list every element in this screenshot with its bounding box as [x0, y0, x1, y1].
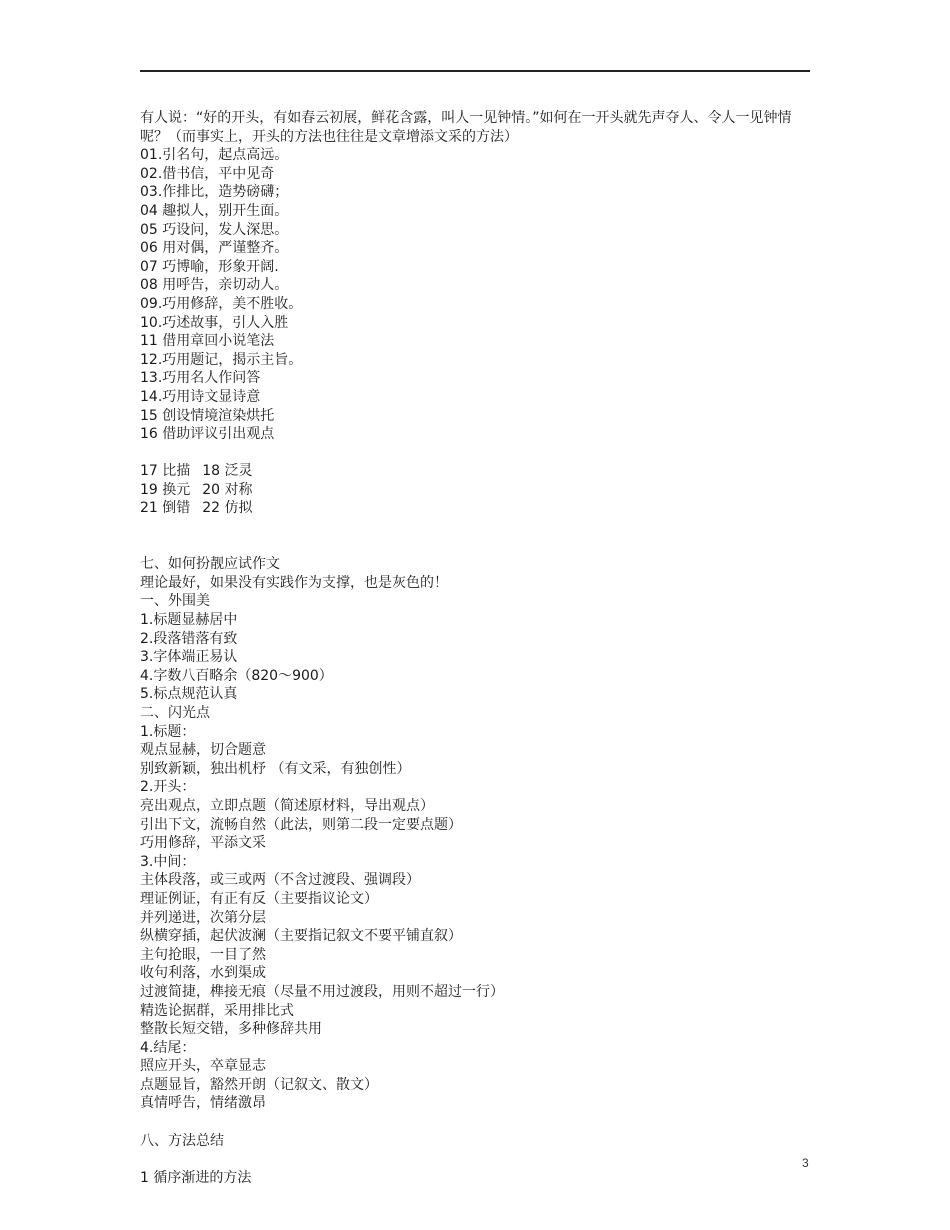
list-item: 01.引名句，起点高远。 — [140, 147, 289, 164]
list-item: 5.标点规范认真 — [140, 686, 238, 703]
list-item: 15 创设情境渲染烘托 — [140, 407, 275, 424]
pair-left: 17 比描 — [140, 463, 191, 480]
list-item: 13.巧用名人作问答 — [140, 370, 261, 387]
list-item: 12.巧用题记，揭示主旨。 — [140, 351, 303, 368]
list-item: 03.作排比，造势磅礴； — [140, 184, 289, 201]
list-item: 点题显旨，豁然开朗（记叙文、散文） — [140, 1076, 378, 1093]
spacer — [140, 1113, 820, 1132]
motto-text: 理论最好，如果没有实践作为支撑，也是灰色的！ — [140, 574, 448, 591]
appearance-list — [140, 611, 820, 704]
list-item: 主句抢眼，一目了然 — [140, 946, 266, 963]
list-item: 08 用呼告，亲切动人。 — [140, 277, 289, 294]
document-body — [140, 109, 820, 1187]
list-item: 04 趣拟人，别开生面。 — [140, 202, 289, 219]
list-item: 引出下文，流畅自然（此法，则第二段一定要点题） — [140, 816, 462, 833]
list-item: 16 借助评议引出观点 — [140, 426, 275, 443]
list-item: 巧用修辞，平添文采 — [140, 835, 266, 852]
list-item-pair — [140, 481, 820, 500]
list-item: 3.中间： — [140, 853, 196, 870]
list-item: 理证例证，有正有反（主要指议论文） — [140, 890, 378, 907]
spacer — [140, 537, 820, 556]
spacer — [140, 444, 820, 463]
subsection-heading: 二、闪光点 — [140, 705, 210, 721]
list-item: 精选论据群，采用排比式 — [140, 1002, 294, 1019]
list-item: 4.结尾： — [140, 1039, 196, 1056]
pairs-list — [140, 462, 820, 518]
list-item: 11 借用章回小说笔法 — [140, 333, 275, 350]
list-item: 整散长短交错，多种修辞共用 — [140, 1021, 322, 1038]
page-number: 3 — [802, 1156, 809, 1170]
list-item: 1 循序渐进的方法 — [140, 1169, 252, 1186]
list-item: 过渡简捷，榫接无痕（尽量不用过渡段，用则不超过一行） — [140, 983, 504, 1000]
list-item: 02.借书信，平中见奇 — [140, 165, 275, 182]
header-rule — [140, 70, 810, 72]
list-item: 10.巧述故事，引人入胜 — [140, 314, 289, 331]
subsection-heading: 一、外围美 — [140, 593, 210, 610]
list-item: 1.标题： — [140, 723, 196, 740]
list-item: 亮出观点，立即点题（简述原材料，导出观点） — [140, 797, 434, 814]
list-item: 纵横穿插，起伏波澜（主要指记叙文不要平铺直叙） — [140, 928, 462, 945]
section-heading: 七、如何扮靓应试作文 — [140, 556, 280, 573]
pair-left: 21 倒错 — [140, 500, 191, 517]
list-item: 收句利落，水到渠成 — [140, 965, 266, 982]
pair-left: 19 换元 — [140, 481, 191, 498]
list-item: 别致新颖，独出机杼 （有文采，有独创性） — [140, 760, 411, 777]
list-item: 07 巧博喻，形象开阔. — [140, 258, 279, 275]
list-item-pair — [140, 462, 820, 481]
list-item: 2.开头： — [140, 779, 196, 796]
list-item: 06 用对偶，严谨整齐。 — [140, 240, 289, 257]
spacer — [140, 1150, 820, 1169]
list-item: 3.字体端正易认 — [140, 649, 238, 666]
list-item: 14.巧用诗文显诗意 — [140, 388, 261, 405]
pair-right: 18 泛灵 — [202, 463, 253, 480]
pair-right: 22 仿拟 — [202, 500, 253, 517]
list-item: 4.字数八百略余（820～900） — [140, 667, 333, 684]
list-item: 观点显赫，切合题意 — [140, 742, 266, 759]
list-item: 真情呼告，情绪激昂 — [140, 1095, 266, 1112]
methods-list — [140, 146, 820, 444]
list-item: 主体段落，或三或两（不含过渡段、强调段） — [140, 872, 420, 889]
pair-right: 20 对称 — [202, 481, 253, 498]
spacer — [140, 518, 820, 537]
list-item: 05 巧设问，发人深思。 — [140, 221, 289, 238]
list-item: 1.标题显赫居中 — [140, 612, 238, 629]
list-item: 09.巧用修辞，美不胜收。 — [140, 295, 303, 312]
list-item-pair — [140, 499, 820, 518]
intro-paragraph: 有人说：“好的开头，有如春云初展，鲜花含露，叫人一见钟情。”如何在一开头就先声夺人、令人一见钟情呢？（而事实上，开头的方法也往往是文章增添文采的方法） — [140, 110, 792, 145]
list-item: 2.段落错落有致 — [140, 630, 238, 647]
list-item: 照应开头，卒章显志 — [140, 1058, 266, 1075]
highlights-list — [140, 723, 820, 1113]
section-heading: 八、方法总结 — [140, 1132, 224, 1149]
list-item: 并列递进，次第分层 — [140, 909, 266, 926]
